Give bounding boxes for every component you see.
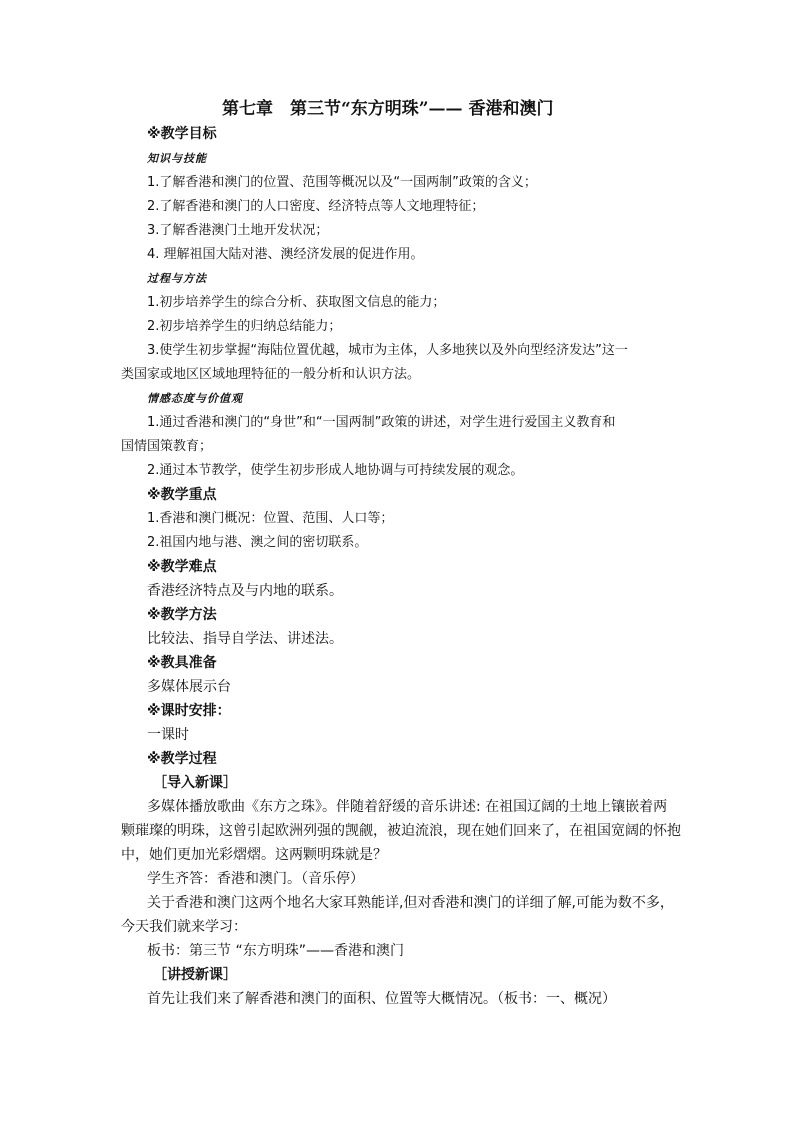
intro-line: 颗璀璨的明珠，这曾引起欧洲列强的觊觎，被迫流浪，现在她们回来了，在祖国宽阔的怀抱 <box>121 823 681 839</box>
intro-line: 多媒体播放歌曲《东方之珠》。伴随着舒缓的音乐讲述: 在祖国辽阔的土地上镶嵌着两 <box>147 799 668 815</box>
method-heading: ※教学方法 <box>147 607 217 623</box>
knowledge-item: 4. 理解祖国大陆对港、澳经济发展的促进作用。 <box>147 247 424 262</box>
knowledge-item: 2.了解香港和澳门的人口密度、经济特点等人文地理特征； <box>147 199 485 214</box>
difficulty-heading: ※教学难点 <box>147 559 217 575</box>
knowledge-item: 1.了解香港和澳门的位置、范围等概况以及“一国两制”政策的含义； <box>147 175 537 190</box>
key-item: 2.祖国内地与港、澳之间的密切联系。 <box>147 535 368 550</box>
emotion-item: 2.通过本节教学，使学生初步形成人地协调与可持续发展的观念。 <box>147 463 524 478</box>
emotion-item-cont: 国情国策教育； <box>121 439 213 454</box>
process-heading: 过程与方法 <box>147 272 207 285</box>
tools-heading: ※教具准备 <box>147 655 217 671</box>
emotion-item: 1.通过香港和澳门的“身世”和“一国两制”政策的讲述，对学生进行爱国主义教育和 <box>147 415 616 430</box>
difficulty-text: 香港经济特点及与内地的联系。 <box>147 583 343 599</box>
new-lesson-line: 首先让我们来了解香港和澳门的面积、位置等大概情况。（板书：一、概况） <box>147 991 616 1007</box>
process-item: 1.初步培养学生的综合分析、获取图文信息的能力； <box>147 295 446 310</box>
key-item: 1.香港和澳门概况：位置、范围、人口等； <box>147 511 394 526</box>
intro-line: 中，她们更加光彩熠熠。这两颗明珠就是？ <box>121 847 387 863</box>
method-text: 比较法、指导自学法、讲述法。 <box>147 631 343 647</box>
intro-line: 板书：第三节 “东方明珠”——香港和澳门 <box>147 943 404 959</box>
key-heading: ※教学重点 <box>147 487 217 503</box>
page-title: 第七章 第三节“东方明珠”—— 香港和澳门 <box>222 99 554 119</box>
goals-heading: ※教学目标 <box>147 126 217 142</box>
procedure-heading: ※教学过程 <box>147 751 217 767</box>
process-item: 2.初步培养学生的归纳总结能力； <box>147 319 342 334</box>
schedule-heading: ※课时安排： <box>147 703 231 719</box>
tools-text: 多媒体展示台 <box>147 679 231 695</box>
process-item: 3.使学生初步掌握“海陆位置优越，城市为主体，人多地狭以及外向型经济发达”这一 <box>147 343 628 358</box>
schedule-text: 一课时 <box>147 727 189 743</box>
emotion-heading: 情感态度与价值观 <box>147 392 243 405</box>
process-item-cont: 类国家或地区区域地理特征的一般分析和认识方法。 <box>121 367 421 382</box>
intro-line: 学生齐答：香港和澳门。（音乐停） <box>147 871 364 887</box>
knowledge-item: 3.了解香港澳门土地开发状况； <box>147 223 329 238</box>
intro-line: 关于香港和澳门这两个地名大家耳熟能详,但对香港和澳门的详细了解,可能为数不多， <box>147 895 674 911</box>
knowledge-heading: 知识与技能 <box>147 152 207 165</box>
new-lesson-heading: ［讲授新课］ <box>153 967 237 983</box>
intro-line: 今天我们就来学习： <box>121 919 247 935</box>
intro-heading: ［导入新课］ <box>153 775 237 791</box>
